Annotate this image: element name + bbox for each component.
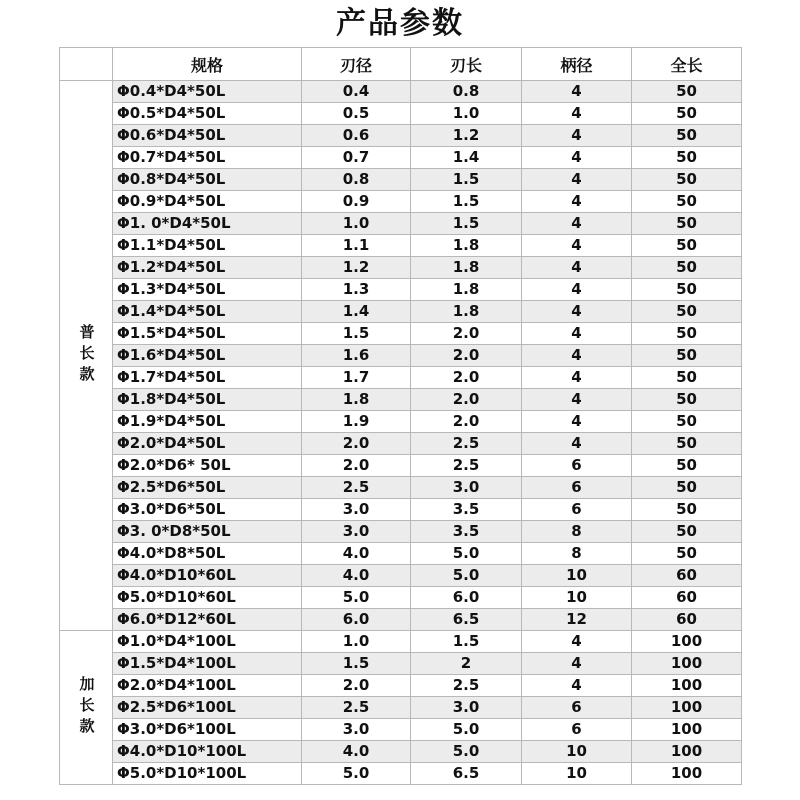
blade-length-cell: 5.0 — [411, 741, 522, 763]
shank-diameter-cell: 4 — [522, 389, 632, 411]
table-row — [60, 301, 742, 323]
table-row — [60, 81, 742, 103]
total-length-cell: 100 — [632, 741, 742, 763]
spec-cell: Φ4.0*D10*100L — [113, 741, 302, 763]
blade-diameter-cell: 2.5 — [302, 697, 411, 719]
shank-diameter-cell: 8 — [522, 521, 632, 543]
shank-diameter-cell: 4 — [522, 169, 632, 191]
total-length-cell: 100 — [632, 631, 742, 653]
blade-length-cell: 1.8 — [411, 301, 522, 323]
spec-cell: Φ0.6*D4*50L — [113, 125, 302, 147]
blade-diameter-cell: 3.0 — [302, 719, 411, 741]
spec-cell: Φ4.0*D8*50L — [113, 543, 302, 565]
total-length-cell: 100 — [632, 697, 742, 719]
blade-diameter-cell: 0.8 — [302, 169, 411, 191]
spec-cell: Φ1.6*D4*50L — [113, 345, 302, 367]
table-row — [60, 147, 742, 169]
spec-cell: Φ1.2*D4*50L — [113, 257, 302, 279]
blade-length-cell: 1.5 — [411, 191, 522, 213]
total-length-cell: 100 — [632, 653, 742, 675]
table-row — [60, 125, 742, 147]
shank-diameter-cell: 6 — [522, 455, 632, 477]
table-row — [60, 697, 742, 719]
table-row — [60, 367, 742, 389]
shank-diameter-cell: 6 — [522, 477, 632, 499]
spec-cell: Φ6.0*D12*60L — [113, 609, 302, 631]
total-length-cell: 100 — [632, 763, 742, 785]
blade-length-cell: 1.2 — [411, 125, 522, 147]
blade-length-cell: 6.5 — [411, 763, 522, 785]
header-total-length: 全长 — [632, 48, 742, 81]
total-length-cell: 50 — [632, 147, 742, 169]
table-row — [60, 433, 742, 455]
blade-length-cell: 5.0 — [411, 565, 522, 587]
blade-diameter-cell: 1.0 — [302, 631, 411, 653]
blade-length-cell: 1.5 — [411, 169, 522, 191]
blade-diameter-cell: 4.0 — [302, 741, 411, 763]
blade-length-cell: 1.8 — [411, 279, 522, 301]
blade-length-cell: 5.0 — [411, 719, 522, 741]
blade-diameter-cell: 0.5 — [302, 103, 411, 125]
total-length-cell: 60 — [632, 565, 742, 587]
shank-diameter-cell: 4 — [522, 301, 632, 323]
total-length-cell: 50 — [632, 257, 742, 279]
total-length-cell: 50 — [632, 323, 742, 345]
blade-length-cell: 2.5 — [411, 455, 522, 477]
table-header — [60, 48, 742, 81]
shank-diameter-cell: 6 — [522, 697, 632, 719]
blade-length-cell: 2.0 — [411, 323, 522, 345]
shank-diameter-cell: 4 — [522, 235, 632, 257]
table-row — [60, 455, 742, 477]
blade-length-cell: 2.0 — [411, 389, 522, 411]
total-length-cell: 50 — [632, 103, 742, 125]
table-row — [60, 389, 742, 411]
table-row — [60, 345, 742, 367]
table-row — [60, 279, 742, 301]
header-spec: 规格 — [113, 48, 302, 81]
blade-diameter-cell: 2.5 — [302, 477, 411, 499]
blade-length-cell: 3.0 — [411, 477, 522, 499]
shank-diameter-cell: 4 — [522, 125, 632, 147]
total-length-cell: 50 — [632, 455, 742, 477]
total-length-cell: 50 — [632, 499, 742, 521]
shank-diameter-cell: 12 — [522, 609, 632, 631]
spec-cell: Φ1.3*D4*50L — [113, 279, 302, 301]
total-length-cell: 50 — [632, 279, 742, 301]
spec-cell: Φ1.7*D4*50L — [113, 367, 302, 389]
blade-length-cell: 1.5 — [411, 213, 522, 235]
spec-cell: Φ5.0*D10*100L — [113, 763, 302, 785]
total-length-cell: 50 — [632, 125, 742, 147]
blade-length-cell: 1.8 — [411, 235, 522, 257]
blade-length-cell: 6.0 — [411, 587, 522, 609]
spec-cell: Φ1. 0*D4*50L — [113, 213, 302, 235]
spec-cell: Φ2.5*D6*100L — [113, 697, 302, 719]
spec-cell: Φ2.0*D6* 50L — [113, 455, 302, 477]
table-row — [60, 499, 742, 521]
shank-diameter-cell: 10 — [522, 741, 632, 763]
total-length-cell: 50 — [632, 411, 742, 433]
blade-diameter-cell: 5.0 — [302, 587, 411, 609]
shank-diameter-cell: 4 — [522, 653, 632, 675]
spec-cell: Φ3.0*D6*50L — [113, 499, 302, 521]
blade-diameter-cell: 1.2 — [302, 257, 411, 279]
spec-cell: Φ4.0*D10*60L — [113, 565, 302, 587]
blade-length-cell: 2.0 — [411, 345, 522, 367]
spec-table — [59, 47, 742, 785]
blade-diameter-cell: 3.0 — [302, 499, 411, 521]
blade-diameter-cell: 1.7 — [302, 367, 411, 389]
spec-cell: Φ1.4*D4*50L — [113, 301, 302, 323]
blade-length-cell: 2.0 — [411, 411, 522, 433]
table-row — [60, 565, 742, 587]
shank-diameter-cell: 4 — [522, 675, 632, 697]
header-group — [60, 48, 113, 81]
blade-diameter-cell: 1.3 — [302, 279, 411, 301]
table-row — [60, 741, 742, 763]
blade-diameter-cell: 0.4 — [302, 81, 411, 103]
blade-diameter-cell: 1.5 — [302, 653, 411, 675]
shank-diameter-cell: 4 — [522, 367, 632, 389]
blade-diameter-cell: 2.0 — [302, 675, 411, 697]
shank-diameter-cell: 4 — [522, 345, 632, 367]
total-length-cell: 50 — [632, 213, 742, 235]
shank-diameter-cell: 4 — [522, 103, 632, 125]
shank-diameter-cell: 6 — [522, 719, 632, 741]
total-length-cell: 50 — [632, 81, 742, 103]
shank-diameter-cell: 6 — [522, 499, 632, 521]
total-length-cell: 50 — [632, 301, 742, 323]
blade-diameter-cell: 1.5 — [302, 323, 411, 345]
blade-diameter-cell: 0.6 — [302, 125, 411, 147]
shank-diameter-cell: 4 — [522, 323, 632, 345]
spec-cell: Φ0.7*D4*50L — [113, 147, 302, 169]
blade-diameter-cell: 6.0 — [302, 609, 411, 631]
blade-diameter-cell: 0.7 — [302, 147, 411, 169]
blade-diameter-cell: 1.4 — [302, 301, 411, 323]
header-blade-diameter: 刃径 — [302, 48, 411, 81]
header-row — [60, 48, 742, 81]
spec-cell: Φ0.9*D4*50L — [113, 191, 302, 213]
blade-diameter-cell: 1.0 — [302, 213, 411, 235]
spec-cell: Φ1.8*D4*50L — [113, 389, 302, 411]
total-length-cell: 50 — [632, 367, 742, 389]
spec-cell: Φ0.4*D4*50L — [113, 81, 302, 103]
shank-diameter-cell: 4 — [522, 631, 632, 653]
shank-diameter-cell: 4 — [522, 147, 632, 169]
total-length-cell: 50 — [632, 389, 742, 411]
blade-length-cell: 6.5 — [411, 609, 522, 631]
total-length-cell: 50 — [632, 543, 742, 565]
table-row — [60, 169, 742, 191]
shank-diameter-cell: 8 — [522, 543, 632, 565]
spec-cell: Φ3. 0*D8*50L — [113, 521, 302, 543]
shank-diameter-cell: 4 — [522, 257, 632, 279]
group-label: 普长款 — [60, 81, 113, 631]
page-title: 产品参数 — [336, 6, 464, 41]
table-row — [60, 257, 742, 279]
blade-diameter-cell: 3.0 — [302, 521, 411, 543]
total-length-cell: 60 — [632, 587, 742, 609]
blade-length-cell: 2.0 — [411, 367, 522, 389]
blade-length-cell: 1.4 — [411, 147, 522, 169]
table-row — [60, 191, 742, 213]
spec-cell: Φ0.8*D4*50L — [113, 169, 302, 191]
total-length-cell: 50 — [632, 345, 742, 367]
table-row — [60, 411, 742, 433]
blade-diameter-cell: 1.1 — [302, 235, 411, 257]
total-length-cell: 50 — [632, 477, 742, 499]
blade-length-cell: 3.5 — [411, 521, 522, 543]
blade-length-cell: 5.0 — [411, 543, 522, 565]
blade-diameter-cell: 1.6 — [302, 345, 411, 367]
blade-diameter-cell: 1.8 — [302, 389, 411, 411]
spec-cell: Φ1.1*D4*50L — [113, 235, 302, 257]
table-body — [60, 81, 742, 785]
table-row — [60, 521, 742, 543]
spec-cell: Φ0.5*D4*50L — [113, 103, 302, 125]
blade-length-cell: 1.8 — [411, 257, 522, 279]
table-row — [60, 675, 742, 697]
header-shank-diameter: 柄径 — [522, 48, 632, 81]
spec-cell: Φ1.5*D4*50L — [113, 323, 302, 345]
blade-length-cell: 2 — [411, 653, 522, 675]
total-length-cell: 50 — [632, 169, 742, 191]
blade-length-cell: 3.0 — [411, 697, 522, 719]
blade-length-cell: 1.0 — [411, 103, 522, 125]
blade-diameter-cell: 0.9 — [302, 191, 411, 213]
total-length-cell: 50 — [632, 521, 742, 543]
table-row — [60, 609, 742, 631]
header-blade-length: 刃长 — [411, 48, 522, 81]
blade-diameter-cell: 2.0 — [302, 455, 411, 477]
blade-diameter-cell: 2.0 — [302, 433, 411, 455]
spec-cell: Φ1.9*D4*50L — [113, 411, 302, 433]
table-row — [60, 103, 742, 125]
blade-diameter-cell: 1.9 — [302, 411, 411, 433]
spec-cell: Φ1.5*D4*100L — [113, 653, 302, 675]
total-length-cell: 60 — [632, 609, 742, 631]
table-row — [60, 543, 742, 565]
group-label: 加长款 — [60, 631, 113, 785]
blade-length-cell: 1.5 — [411, 631, 522, 653]
total-length-cell: 50 — [632, 235, 742, 257]
shank-diameter-cell: 4 — [522, 411, 632, 433]
blade-length-cell: 2.5 — [411, 433, 522, 455]
blade-length-cell: 0.8 — [411, 81, 522, 103]
shank-diameter-cell: 10 — [522, 587, 632, 609]
spec-cell: Φ2.0*D4*100L — [113, 675, 302, 697]
shank-diameter-cell: 4 — [522, 279, 632, 301]
shank-diameter-cell: 10 — [522, 763, 632, 785]
blade-diameter-cell: 4.0 — [302, 565, 411, 587]
total-length-cell: 50 — [632, 433, 742, 455]
table-row — [60, 653, 742, 675]
table-row — [60, 235, 742, 257]
table-row — [60, 587, 742, 609]
total-length-cell: 100 — [632, 719, 742, 741]
table-row — [60, 719, 742, 741]
spec-cell: Φ2.0*D4*50L — [113, 433, 302, 455]
table-row — [60, 477, 742, 499]
blade-length-cell: 3.5 — [411, 499, 522, 521]
shank-diameter-cell: 10 — [522, 565, 632, 587]
shank-diameter-cell: 4 — [522, 81, 632, 103]
total-length-cell: 50 — [632, 191, 742, 213]
table-row — [60, 763, 742, 785]
table-row — [60, 213, 742, 235]
spec-cell: Φ1.0*D4*100L — [113, 631, 302, 653]
blade-diameter-cell: 5.0 — [302, 763, 411, 785]
table-row — [60, 323, 742, 345]
spec-cell: Φ2.5*D6*50L — [113, 477, 302, 499]
total-length-cell: 100 — [632, 675, 742, 697]
table-row — [60, 631, 742, 653]
spec-cell: Φ5.0*D10*60L — [113, 587, 302, 609]
shank-diameter-cell: 4 — [522, 191, 632, 213]
blade-diameter-cell: 4.0 — [302, 543, 411, 565]
blade-length-cell: 2.5 — [411, 675, 522, 697]
shank-diameter-cell: 4 — [522, 433, 632, 455]
spec-cell: Φ3.0*D6*100L — [113, 719, 302, 741]
shank-diameter-cell: 4 — [522, 213, 632, 235]
